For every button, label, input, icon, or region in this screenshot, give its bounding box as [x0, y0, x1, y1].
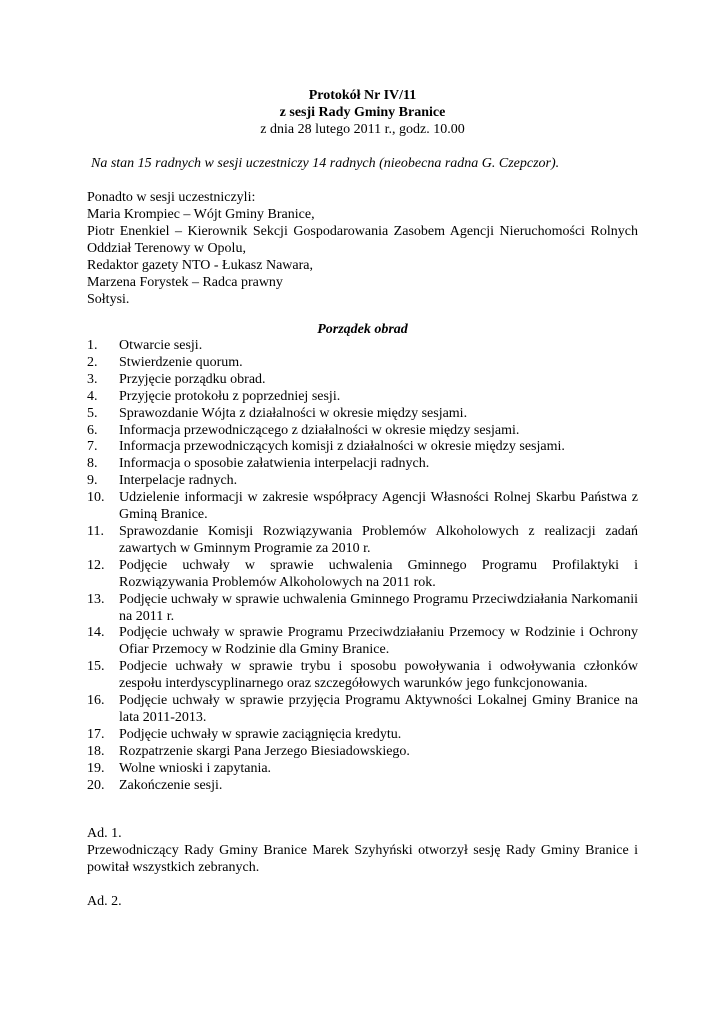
protocol-subtitle: z sesji Rady Gminy Branice: [279, 105, 446, 120]
agenda-list: [87, 338, 638, 794]
agenda-item: 20. Zakończenie sesji.: [87, 777, 223, 793]
agenda-item: 18. Rozpatrzenie skargi Pana Jerzego Biesiadowskiego.: [87, 743, 410, 759]
ad1-heading: Ad. 1.: [87, 826, 122, 841]
agenda-item: 13. Podjęcie uchwały w sprawie uchwalenia Gminnego Programu Przeciwdziałania Narkomanii na 2011 r.: [87, 591, 638, 624]
agenda-item: 1. Otwarcie sesji.: [87, 338, 203, 353]
agenda-item: 8. Informacja o sposobie załatwienia interpelacji radnych.: [87, 456, 430, 472]
participant-line: Marzena Forystek – Radca prawny: [87, 275, 283, 290]
agenda-item: 4. Przyjęcie protokołu z poprzedniej sesji.: [87, 388, 341, 404]
ad1-text: Przewodniczący Rady Gminy Branice Marek Szyhyński otworzył sesję Rady Gminy Branice i powitał wszystkich zebranych.: [87, 843, 638, 875]
participant-line: Piotr Enenkiel – Kierownik Sekcji Gospodarowania Zasobem Agencji Nieruchomości Rolnych Oddział Terenowy w Opolu,: [87, 224, 638, 256]
agenda-item: 2. Stwierdzenie quorum.: [87, 354, 243, 370]
agenda-item: 14. Podjęcie uchwały w sprawie Programu Przeciwdziałaniu Przemocy w Rodzinie i Ochrony Ofiar Przemocy w Rodzinie dla Gminy Branice.: [87, 625, 638, 658]
agenda-item: 16. Podjęcie uchwały w sprawie przyjęcia Programu Aktywności Lokalnej Gminy Branice na lata 2011-2013.: [87, 693, 638, 725]
participant-line: Maria Krompiec – Wójt Gminy Branice,: [87, 207, 315, 222]
agenda-item: 12. Podjęcie uchwały w sprawie uchwalenia Gminnego Programu Profilaktyki i Rozwiązywania Problemów Alkoholowych na 2011 rok.: [87, 557, 638, 590]
agenda-item: 17. Podjęcie uchwały w sprawie zaciągnięcia kredytu.: [87, 726, 402, 742]
protocol-title: Protokół Nr IV/11: [308, 88, 417, 103]
agenda-item: 7. Informacja przewodniczących komisji z działalności w okresie między sesjami.: [87, 439, 565, 455]
agenda-item: 5. Sprawozdanie Wójta z działalności w okresie między sesjami.: [87, 405, 468, 421]
protocol-date: z dnia 28 lutego 2011 r., godz. 10.00: [260, 122, 465, 137]
agenda-item: 15. Podjecie uchwały w sprawie trybu i sposobu powoływania i odwoływania członków zespołu interdyscyplinarnego oraz szczegółowych warunków jego funkcjonowania.: [87, 659, 638, 692]
participants-intro: Ponadto w sesji uczestniczyli:: [87, 190, 256, 205]
agenda-item: 3. Przyjęcie porządku obrad.: [87, 371, 266, 387]
agenda-item: 6. Informacja przewodniczącego z działalności w okresie między sesjami.: [87, 422, 520, 438]
agenda-item: 19. Wolne wnioski i zapytania.: [87, 760, 272, 776]
ad2-heading: Ad. 2.: [87, 894, 122, 909]
agenda-title: Porządek obrad: [317, 322, 408, 337]
participant-line: Sołtysi.: [87, 292, 130, 307]
agenda-item: 9. Interpelacje radnych.: [87, 473, 238, 489]
attendance-note: Na stan 15 radnych w sesji uczestniczy 14 radnych (nieobecna radna G. Czepczor).: [91, 156, 560, 171]
participant-line: Redaktor gazety NTO - Łukasz Nawara,: [87, 258, 313, 273]
agenda-item: 11. Sprawozdanie Komisji Rozwiązywania Problemów Alkoholowych z realizacji zadań zawartych w Gminnym Programie za 2010 r.: [87, 523, 638, 556]
agenda-item: 10. Udzielenie informacji w zakresie współpracy Agencji Własności Rolnej Skarbu Państwa z Gminą Branice.: [87, 490, 638, 523]
